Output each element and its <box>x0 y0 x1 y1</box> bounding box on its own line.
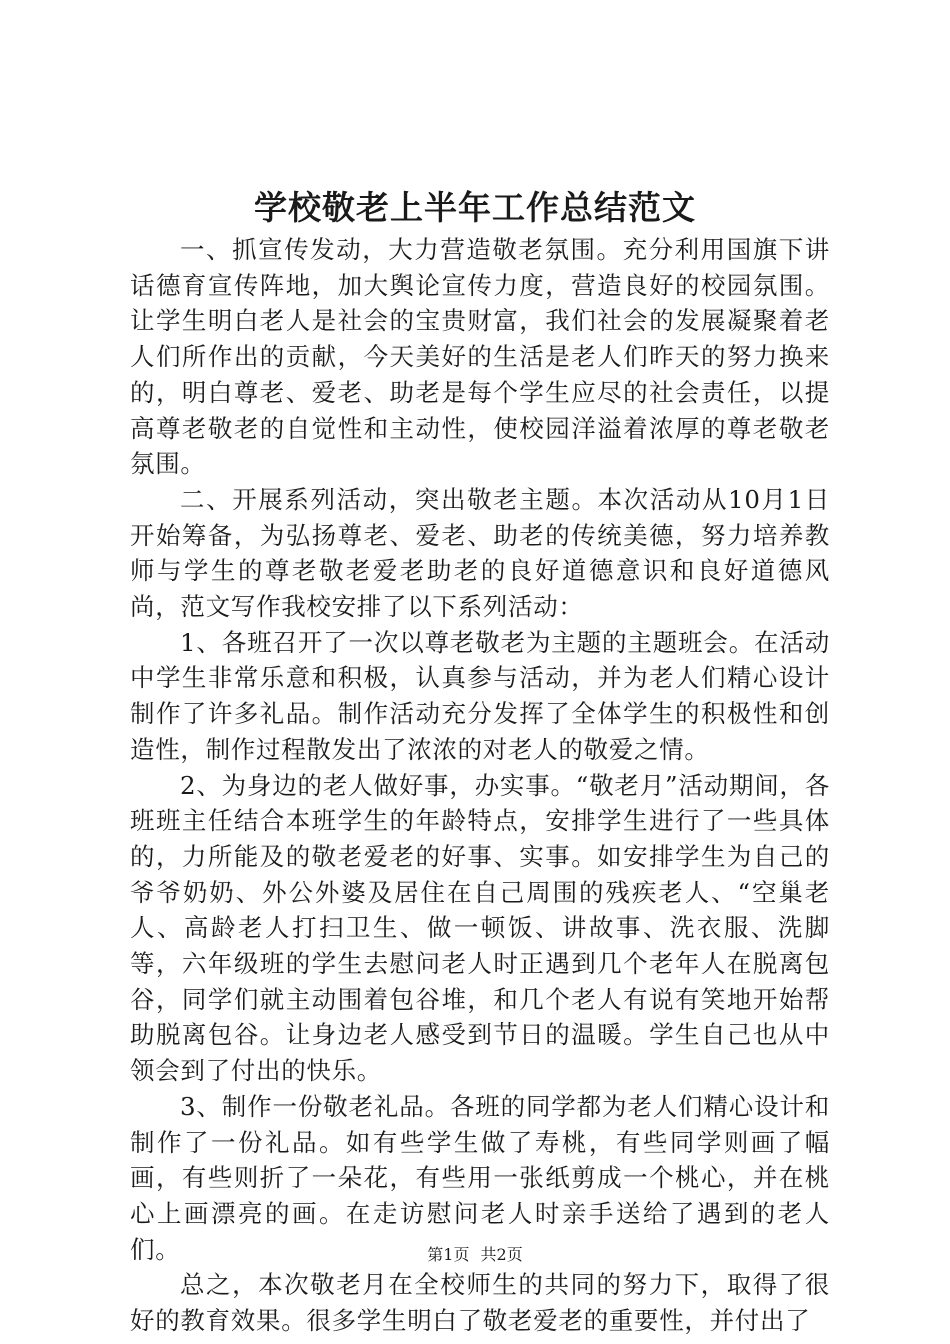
page-total: 共2页 <box>480 1245 523 1264</box>
document-title: 学校敬老上半年工作总结范文 <box>254 188 696 227</box>
paragraph-3: 1、各班召开了一次以尊老敬老为主题的主题班会。在活动中学生非常乐意和积极，认真参与活动，并为老人们精心设计制作了许多礼品。制作活动充分发挥了全体学生的积极性和创造性，制作过程散发出了浓浓的对老人的敬爱之情。 <box>130 627 830 764</box>
document-body <box>130 232 830 1339</box>
paragraph-2: 二、开展系列活动，突出敬老主题。本次活动从10月1日开始筹备，为弘扬尊老、爱老、助老的传统美德，努力培养教师与学生的尊老敬老爱老助老的良好道德意识和良好道德风尚，范文写作我校安排了以下系列活动： <box>130 484 830 622</box>
paragraph-4: 2、为身边的老人做好事，办实事。“敬老月”活动期间，各班班主任结合本班学生的年龄特点，安排学生进行了一些具体的，力所能及的敬老爱老的好事、实事。如安排学生为自己的爷爷奶奶、外公外婆及居住在自己周围的残疾老人、“空巢老人、高龄老人打扫卫生、做一顿饭、讲故事、洗衣服、洗脚等，六年级班的学生去慰问老人时正遇到几个老年人在脱离包谷，同学们就主动围着包谷堆，和几个老人有说有笑地开始帮助脱离包谷。让身边老人感受到节日的温暖。学生自己也从中领会到了付出的快乐。 <box>130 770 830 1086</box>
paragraph-5: 3、制作一份敬老礼品。各班的同学都为老人们精心设计和制作了一份礼品。如有些学生做了寿桃，有些同学则画了幅画，有些则折了一朵花，有些用一张纸剪成一个桃心，并在桃心上画漂亮的画。在走访慰问老人时亲手送给了遇到的老人们。 <box>130 1091 830 1264</box>
page-number: 第1页 <box>427 1245 470 1264</box>
paragraph-1: 一、抓宣传发动，大力营造敬老氛围。充分利用国旗下讲话德育宣传阵地，加大舆论宣传力度，营造良好的校园氛围。让学生明白老人是社会的宝贵财富，我们社会的发展凝聚着老人们所作出的贡献，今天美好的生活是老人们昨天的努力换来的，明白尊老、爱老、助老是每个学生应尽的社会责任，以提高尊老敬老的自觉性和主动性，使校园洋溢着浓厚的尊老敬老氛围。 <box>130 235 830 479</box>
page-footer <box>0 1245 950 1265</box>
paragraph-6: 总之，本次敬老月在全校师生的共同的努力下，取得了很好的教育效果。很多学生明白了敬老爱老的重要性，并付出了 <box>130 1270 830 1336</box>
